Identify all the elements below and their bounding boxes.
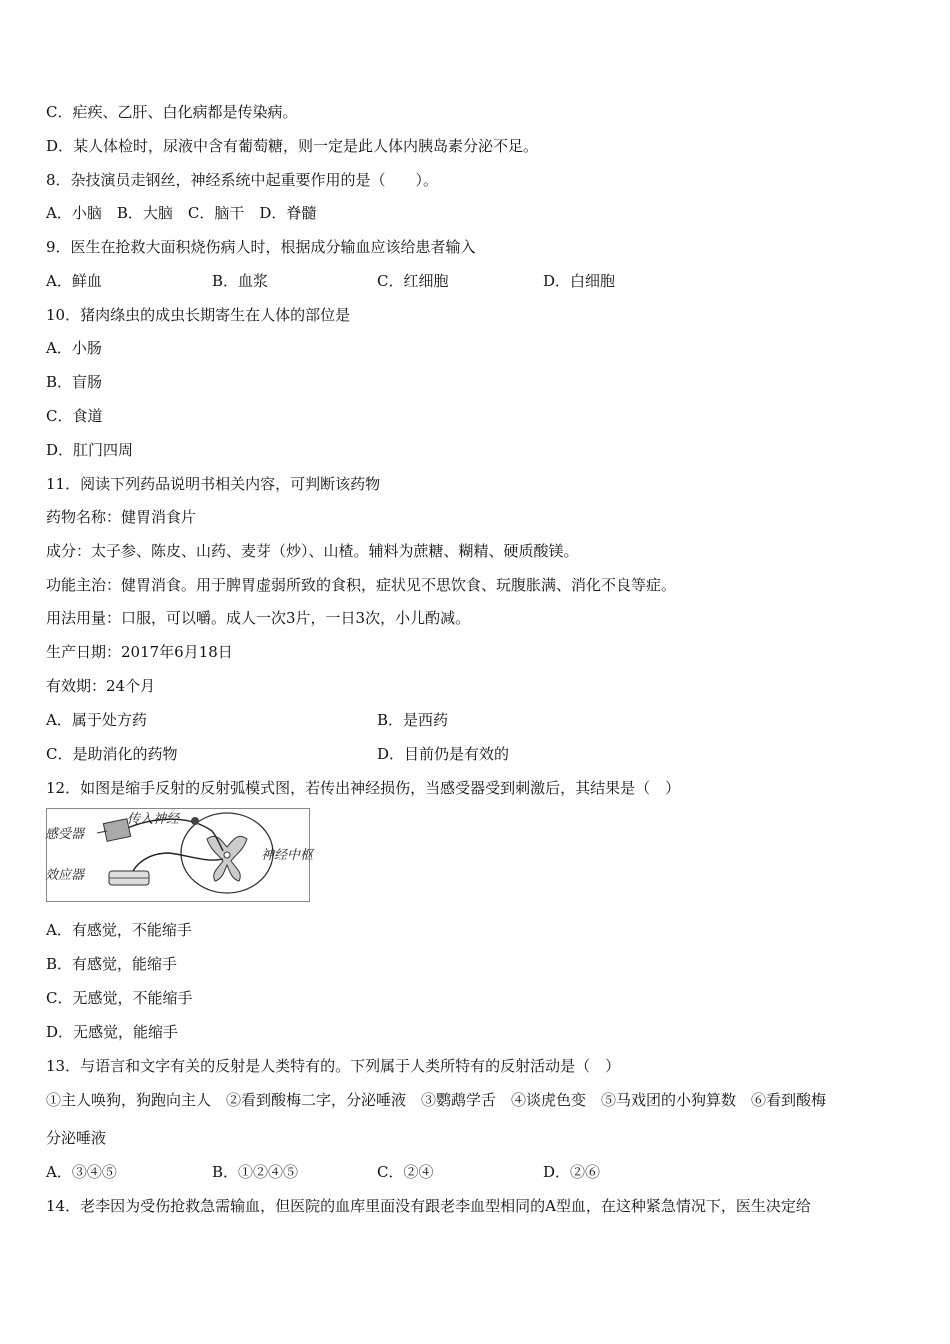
drug-indications: 功能主治：健胃消食。用于脾胃虚弱所致的食积，症状见不思饮食、玩腹胀满、消化不良等症。 — [46, 576, 677, 594]
drug-ingredients: 成分：太子参、陈皮、山药、麦芽（炒）、山楂。辅料为蔗糖、糊精、硬质酸镁。 — [46, 542, 579, 560]
question-12: 12．如图是缩手反射的反射弧模式图，若传出神经损伤，当感受器受到刺激后，其结果是（ ） — [46, 779, 681, 797]
q12-option-d: D．无感觉，能缩手 — [46, 1023, 179, 1041]
q9-option-a: A．鲜血 — [46, 272, 102, 290]
question-9: 9．医生在抢救大面积烧伤病人时，根据成分输血应该给患者输入 — [46, 238, 476, 256]
question-10: 10．猪肉绦虫的成虫长期寄生在人体的部位是 — [46, 306, 351, 324]
q12-option-c: C．无感觉，不能缩手 — [46, 989, 193, 1007]
drug-name: 药物名称：健胃消食片 — [46, 508, 197, 526]
q11-option-c: C．是助消化的药物 — [46, 745, 178, 763]
drug-production-date: 生产日期：2017年6月18日 — [46, 643, 233, 661]
question-11: 11．阅读下列药品说明书相关内容，可判断该药物 — [46, 475, 381, 493]
question-8-options: A．小脑 B．大脑 C．脑干 D．脊髓 — [46, 204, 317, 222]
q11-option-a: A．属于处方药 — [46, 711, 147, 729]
effector-label: 效应器 — [45, 868, 85, 883]
question-13-items: ①主人唤狗，狗跑向主人 ②看到酸梅二字，分泌唾液 ③鹦鹉学舌 ④谈虎色变 ⑤马戏团的小狗算数 ⑥看到酸梅 — [46, 1091, 827, 1109]
question-8: 8．杂技演员走钢丝，神经系统中起重要作用的是（ ）。 — [46, 171, 439, 189]
q10-option-a: A．小肠 — [46, 339, 102, 357]
q10-option-b: B．盲肠 — [46, 373, 103, 391]
option-d-statement: D．某人体检时，尿液中含有葡萄糖，则一定是此人体内胰岛素分泌不足。 — [46, 137, 539, 155]
question-14: 14．老李因为受伤抢救急需输血，但医院的血库里面没有跟老李血型相同的A型血，在这种紧急情况下，医生决定给 — [46, 1197, 811, 1215]
q10-option-d: D．肛门四周 — [46, 441, 134, 459]
q13-option-d: D．②⑥ — [543, 1163, 601, 1181]
q11-option-b: B．是西药 — [377, 711, 449, 729]
question-13-items-continued: 分泌唾液 — [46, 1129, 107, 1147]
question-13: 13．与语言和文字有关的反射是人类特有的。下列属于人类所特有的反射活动是（ ） — [46, 1057, 621, 1075]
q9-option-b: B．血浆 — [212, 272, 269, 290]
q13-option-c: C．②④ — [377, 1163, 434, 1181]
q12-option-a: A．有感觉，不能缩手 — [46, 921, 192, 939]
drug-usage: 用法用量：口服，可以嚼。成人一次3片，一日3次，小儿酌减。 — [46, 609, 471, 627]
q13-option-b: B．①②④⑤ — [212, 1163, 299, 1181]
drug-validity: 有效期：24个月 — [46, 677, 156, 695]
q9-option-c: C．红细胞 — [377, 272, 449, 290]
afferent-nerve-label: 传入神经 — [127, 812, 180, 827]
q9-option-d: D．白细胞 — [543, 272, 616, 290]
receptor-label: 感受器 — [45, 827, 85, 842]
q11-option-d: D．目前仍是有效的 — [377, 745, 510, 763]
option-c-statement: C．疟疾、乙肝、白化病都是传染病。 — [46, 103, 298, 121]
reflex-arc-figure — [45, 808, 314, 902]
nerve-center-label: 神经中枢 — [261, 848, 314, 863]
q13-option-a: A．③④⑤ — [46, 1163, 117, 1181]
q10-option-c: C．食道 — [46, 407, 103, 425]
q12-option-b: B．有感觉，能缩手 — [46, 955, 178, 973]
